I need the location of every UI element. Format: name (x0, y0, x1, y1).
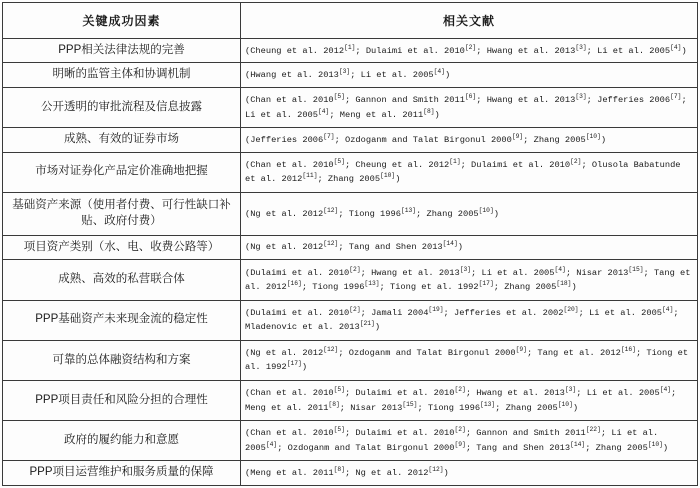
citation-ref: [3] (575, 93, 587, 101)
table-row (3, 340, 698, 380)
citation-ref: [14] (442, 240, 458, 248)
citation-ref: [9] (454, 440, 466, 448)
factor-cell: 明晰的监管主体和协调机制 (3, 63, 241, 87)
references-cell: (Chan et al. 2010[5]; Cheung et al. 2012[1]; Dulaimi et al. 2010[2]; Olusola Babatunde et al. 2012[11]; Zhang 2005[10]) (241, 152, 698, 192)
citation-ref: [9] (511, 132, 524, 140)
citation-ref: [4] (318, 107, 330, 115)
citation-ref: [18] (556, 280, 572, 288)
column-header-references: 相关文献 (241, 3, 698, 39)
citation-ref: [10] (380, 172, 396, 180)
citation-ref: [9] (515, 346, 527, 354)
factor-cell: 公开透明的审批流程及信息披露 (3, 87, 241, 127)
table-row (3, 380, 698, 420)
citation-ref: [10] (647, 440, 663, 448)
citation-ref: [4] (433, 68, 445, 76)
citation-ref: [6] (464, 93, 477, 101)
citation-ref: [2] (349, 305, 361, 313)
header-row (3, 3, 698, 39)
factor-cell: PPP项目运营维护和服务质量的保障 (3, 461, 241, 486)
citation-ref: [13] (480, 400, 496, 408)
factor-cell: 项目资产类别（水、电、收费公路等） (3, 235, 241, 259)
citation-ref: [12] (323, 206, 339, 214)
references-cell: (Ng et al. 2012[12]; Ozdoganm and Talat Birgonul 2000[9]; Tang et al. 2012[16]; Tiong et al. 1992[17]) (241, 340, 698, 380)
citation-ref: [1] (344, 43, 356, 51)
citation-ref: [4] (554, 265, 566, 273)
table-row (3, 128, 698, 152)
table-row (3, 300, 698, 340)
citation-ref: [1] (449, 157, 461, 165)
citation-ref: [4] (265, 440, 278, 448)
references-cell: (Jefferies 2006[7]; Ozdoganm and Talat Birgonul 2000[9]; Zhang 2005[10]) (241, 128, 698, 152)
citation-ref: [5] (333, 93, 345, 101)
citation-ref: [10] (557, 400, 573, 408)
table-row (3, 63, 698, 87)
factor-cell: 成熟、有效的证券市场 (3, 128, 241, 152)
references-cell: (Meng et al. 2011[8]; Ng et al. 2012[12]) (241, 461, 698, 486)
citation-ref: [21] (359, 320, 375, 328)
citation-ref: [16] (620, 346, 636, 354)
table-header (3, 3, 698, 39)
citation-ref: [3] (564, 386, 577, 394)
table-row (3, 39, 698, 63)
references-cell: (Ng et al. 2012[12]; Tang and Shen 2013[14]) (241, 235, 698, 259)
citation-ref: [4] (670, 43, 682, 51)
citation-ref: [5] (333, 157, 345, 165)
factor-cell: 基础资产来源（使用者付费、可行性缺口补贴、政府付费） (3, 192, 241, 235)
factor-cell: PPP项目责任和风险分担的合理性 (3, 380, 241, 420)
citation-ref: [3] (575, 43, 587, 51)
references-cell: (Chan et al. 2010[5]; Dulaimi et al. 2010[2]; Gannon and Smith 2011[22]; Li et al. 2005[4]; Ozdoganm and Talat Birgonul 2000[9]; Tang and Shen 2013[14]; Zhang 2005[10]) (241, 421, 698, 461)
citation-ref: [12] (323, 240, 339, 248)
table-row (3, 192, 698, 235)
citation-ref: [13] (400, 206, 417, 214)
citation-ref: [3] (338, 68, 351, 76)
csf-literature-table (2, 2, 698, 486)
citation-ref: [8] (333, 466, 345, 474)
citation-ref: [19] (428, 305, 444, 313)
citation-ref: [5] (333, 386, 345, 394)
citation-ref: [2] (570, 157, 582, 165)
citation-ref: [17] (286, 360, 302, 368)
table-row (3, 421, 698, 461)
citation-ref: [12] (428, 466, 444, 474)
citation-ref: [20] (563, 305, 579, 313)
references-cell: (Dulaimi et al. 2010[2]; Hwang et al. 2013[3]; Li et al. 2005[4]; Nisar 2013[15]; Tang et al. 2012[16]; Tiong 1996[13]; Tiong et al. 1992[17]; Zhang 2005[18]) (241, 260, 698, 300)
citation-ref: [10] (478, 206, 494, 214)
citation-ref: [3] (459, 265, 472, 273)
citation-ref: [2] (349, 265, 361, 273)
table-row (3, 87, 698, 127)
table-row (3, 235, 698, 259)
citation-ref: [8] (328, 400, 340, 408)
table-row (3, 152, 698, 192)
factor-cell: PPP基础资产未来现金流的稳定性 (3, 300, 241, 340)
citation-ref: [4] (662, 305, 674, 313)
factor-cell: 成熟、高效的私营联合体 (3, 260, 241, 300)
factor-cell: 政府的履约能力和意愿 (3, 421, 241, 461)
citation-ref: [15] (628, 265, 644, 273)
table-body (3, 39, 698, 486)
table-row (3, 461, 698, 486)
citation-ref: [12] (323, 346, 339, 354)
citation-ref: [2] (454, 386, 466, 394)
factor-cell: 市场对证券化产品定价准确地把握 (3, 152, 241, 192)
citation-ref: [22] (585, 426, 601, 434)
factor-cell: PPP相关法律法规的完善 (3, 39, 241, 63)
references-cell: (Dulaimi et al. 2010[2]; Jamali 2004[19]; Jefferies et al. 2002[20]; Li et al. 2005[4]; Mladenovic et al. 2013[21]) (241, 300, 698, 340)
citation-ref: [15] (402, 400, 418, 408)
citation-ref: [10] (585, 132, 601, 140)
citation-ref: [2] (454, 426, 466, 434)
table-row (3, 260, 698, 300)
citation-ref: [8] (423, 107, 435, 115)
citation-ref: [11] (302, 172, 318, 180)
references-cell: (Chan et al. 2010[5]; Gannon and Smith 2011[6]; Hwang et al. 2013[3]; Jefferies 2006[7]; Li et al. 2005[4]; Meng et al. 2011[8]) (241, 87, 698, 127)
references-cell: (Ng et al. 2012[12]; Tiong 1996[13]; Zhang 2005[10]) (241, 192, 698, 235)
factor-cell: 可靠的总体融资结构和方案 (3, 340, 241, 380)
citation-ref: [14] (570, 440, 586, 448)
citation-ref: [17] (478, 280, 494, 288)
citation-ref: [13] (364, 280, 380, 288)
citation-ref: [7] (323, 132, 335, 140)
citation-ref: [7] (670, 93, 682, 101)
column-header-factor: 关键成功因素 (3, 3, 241, 39)
citation-ref: [5] (333, 426, 345, 434)
citation-ref: [16] (286, 280, 302, 288)
references-cell: (Chan et al. 2010[5]; Dulaimi et al. 2010[2]; Hwang et al. 2013[3]; Li et al. 2005[4]; Meng et al. 2011[8]; Nisar 2013[15]; Tiong 1996[13]; Zhang 2005[10]) (241, 380, 698, 420)
references-cell: (Hwang et al. 2013[3]; Li et al. 2005[4]) (241, 63, 698, 87)
citation-ref: [2] (464, 43, 477, 51)
citation-ref: [4] (659, 386, 672, 394)
references-cell: (Cheung et al. 2012[1]; Dulaimi et al. 2010[2]; Hwang et al. 2013[3]; Li et al. 2005[4]) (241, 39, 698, 63)
